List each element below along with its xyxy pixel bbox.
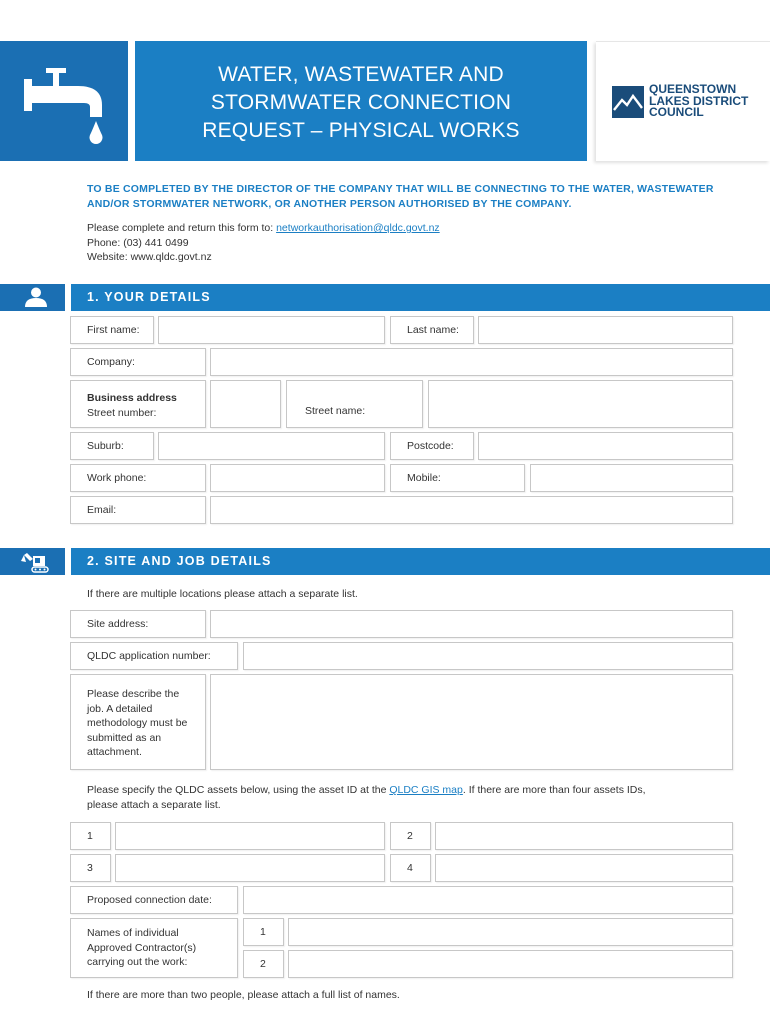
work-phone-label: Work phone: <box>70 464 206 492</box>
asset-3-input[interactable] <box>115 854 385 882</box>
logo-text: QUEENSTOWN LAKES DISTRICT COUNCIL <box>649 82 749 119</box>
section2-icon-panel <box>0 548 65 575</box>
asset-1-input[interactable] <box>115 822 385 850</box>
last-name-label: Last name: <box>390 316 474 344</box>
return-email-link[interactable]: networkauthorisation@qldc.govt.nz <box>276 222 440 234</box>
completion-instruction: TO BE COMPLETED BY THE DIRECTOR OF THE COMPANY THAT WILL BE CONNECTING TO THE WATER, WASTEWATER AND/OR STORMWATER NETWORK, OR ANOTHER PERSON AUTHORISED BY THE COMPANY. <box>87 183 714 210</box>
asset-2-input[interactable] <box>435 822 733 850</box>
site-address-label: Site address: <box>70 610 206 638</box>
contractor-1-input[interactable] <box>288 918 733 946</box>
street-name-input[interactable] <box>428 380 733 428</box>
suburb-label: Suburb: <box>70 432 154 460</box>
contractor-2-input[interactable] <box>288 950 733 978</box>
work-phone-input[interactable] <box>210 464 385 492</box>
job-description-label: Please describe the job. A detailed methodology must be submitted as an attachment. <box>70 674 206 770</box>
street-number-input[interactable] <box>210 380 281 428</box>
water-tap-icon <box>0 41 128 161</box>
site-address-input[interactable] <box>210 610 733 638</box>
email-label: Email: <box>70 496 206 524</box>
application-number-input[interactable] <box>243 642 733 670</box>
mobile-label: Mobile: <box>390 464 525 492</box>
excavator-icon <box>0 548 65 575</box>
connection-date-input[interactable] <box>243 886 733 914</box>
suburb-input[interactable] <box>158 432 385 460</box>
asset-number-1: 1 <box>70 822 111 850</box>
asset-4-input[interactable] <box>435 854 733 882</box>
application-number-label: QLDC application number: <box>70 642 238 670</box>
company-input[interactable] <box>210 348 733 376</box>
connection-date-label: Proposed connection date: <box>70 886 238 914</box>
asset-number-4: 4 <box>390 854 431 882</box>
contractors-label: Names of individual Approved Contractor(s) carrying out the work: <box>70 918 238 978</box>
assets-note: Please specify the QLDC assets below, using the asset ID at the QLDC GIS map. If there are more than four assets IDs, please attach a separate list. <box>87 784 646 811</box>
contractor-number-1: 1 <box>243 918 284 946</box>
gis-map-link[interactable]: QLDC GIS map <box>389 784 463 796</box>
section1-icon-panel <box>0 284 65 311</box>
section2-header: 2. SITE AND JOB DETAILS <box>71 548 770 575</box>
street-name-label: Street name: <box>286 380 423 428</box>
section1-header: 1. YOUR DETAILS <box>71 284 770 311</box>
contractor-number-2: 2 <box>243 950 284 978</box>
first-name-label: First name: <box>70 316 154 344</box>
postcode-label: Postcode: <box>390 432 474 460</box>
postcode-input[interactable] <box>478 432 733 460</box>
person-icon <box>0 284 65 311</box>
last-name-input[interactable] <box>478 316 733 344</box>
phone-text: Phone: (03) 441 0499 <box>87 236 189 249</box>
names-note: If there are more than two people, please attach a full list of names. <box>87 989 400 1001</box>
email-input[interactable] <box>210 496 733 524</box>
website-text: Website: www.qldc.govt.nz <box>87 251 212 263</box>
header-icon-panel <box>0 41 128 161</box>
mobile-input[interactable] <box>530 464 733 492</box>
page-title: WATER, WASTEWATER AND STORMWATER CONNECTION REQUEST – PHYSICAL WORKS <box>202 63 520 142</box>
multiple-locations-note: If there are multiple locations please attach a separate list. <box>87 588 358 600</box>
business-address-label: Business address Street number: <box>70 380 206 428</box>
council-logo <box>596 41 770 161</box>
first-name-input[interactable] <box>158 316 385 344</box>
header-title-panel <box>135 41 587 161</box>
mountain-logo-icon <box>612 86 644 118</box>
contact-info: Please complete and return this form to: networkauthorisation@qldc.govt.nz Phone: (03) 441 0499 Website: www.qldc.govt.nz <box>87 222 440 263</box>
asset-number-2: 2 <box>390 822 431 850</box>
company-label: Company: <box>70 348 206 376</box>
asset-number-3: 3 <box>70 854 111 882</box>
job-description-input[interactable] <box>210 674 733 770</box>
